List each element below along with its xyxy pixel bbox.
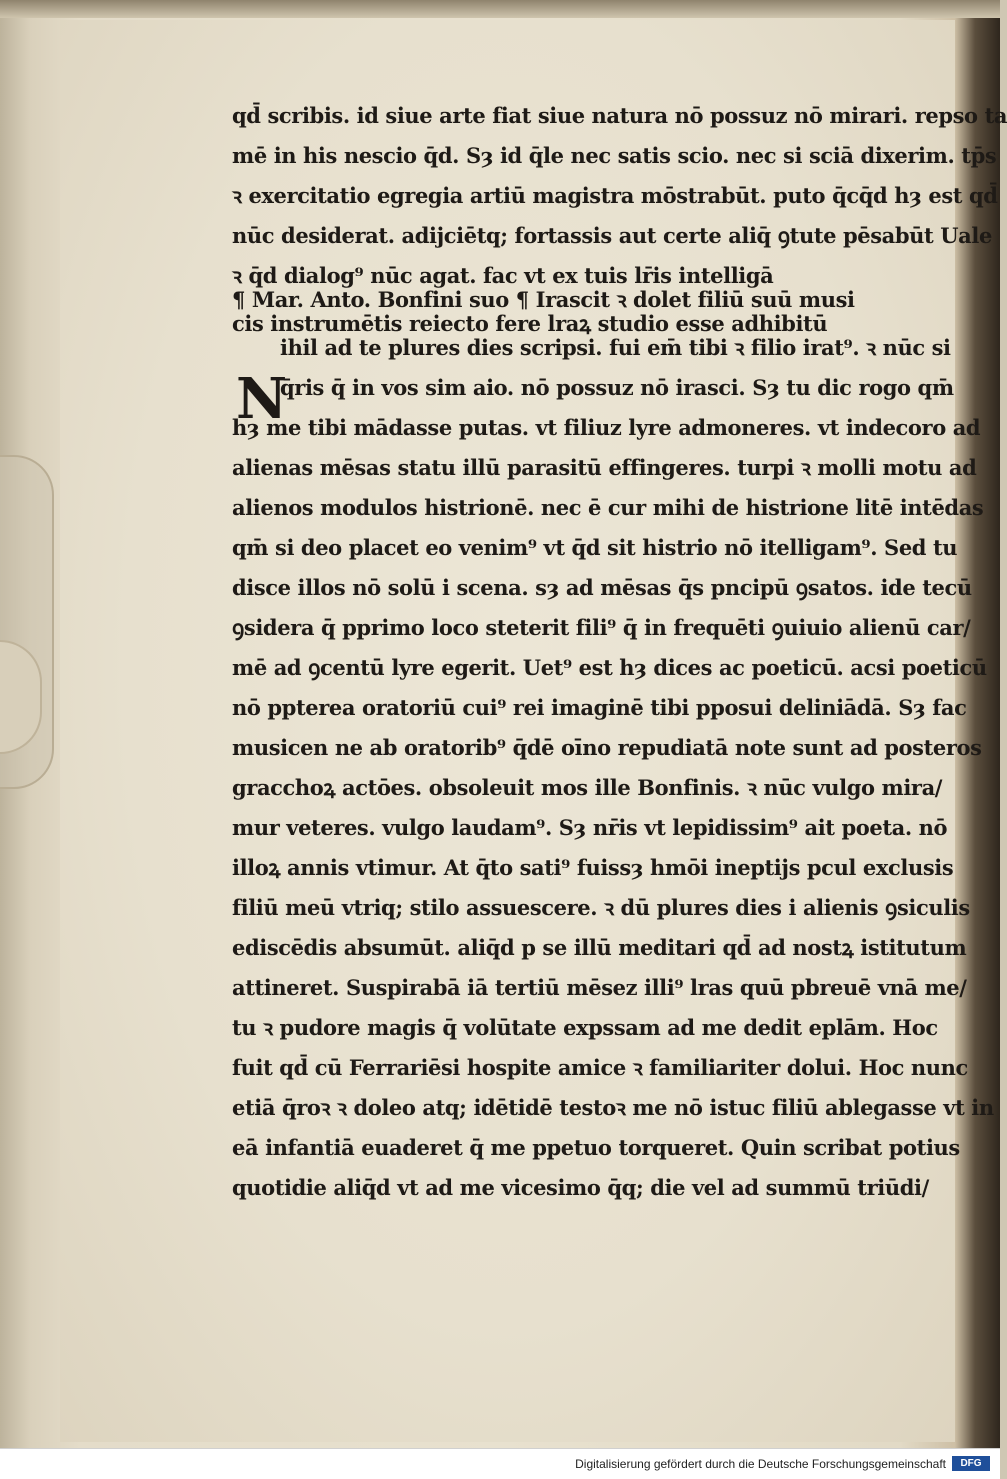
text-line: attineret. Suspirabā iā tertiū mēsez illi⁹ lras quū pbreuē vnā me/ [232,975,967,1000]
text-line: ꝯsidera q̄ pprimo loco steterit fili⁹ q̄ in frequēti ꝯuiuio alienū car/ [232,615,971,640]
text-line: hȝ me tibi mādasse putas. vt filiuz lyre admoneres. vt indecoro ad [232,415,981,440]
text-line: alienos modulos histrionē. nec ē cur mihi de histrione litē intēdas [232,495,984,520]
text-line: nō ppterea oratoriū cui⁹ rei imaginē tibi pposui deliniādā. Sȝ fac [232,695,967,720]
funding-credit: Digitalisierung gefördert durch die Deutsche Forschungsgemeinschaft [575,1457,946,1471]
book-top-edge [0,0,1000,18]
text-line: filiū meū vtriq; stilo assuescere. ꝛ dū plures dies i alienis ꝯsiculis [232,895,970,920]
text-line: tu ꝛ pudore magis q̄ volūtate expssam ad me dedit eplām. Hoc [232,1015,938,1040]
text-line: ꝛ exercitatio egregia artiū magistra mōstrabūt. puto q̄cq̄d hȝ est qd̄ [232,183,998,208]
letter-heading-continued: cis instrumētis reiecto fere lraꝝ studio esse adhibitū [232,311,828,336]
text-line: nūc desiderat. adijciētq; fortassis aut certe aliq̄ ꝯtute pēsabūt Uale [232,223,992,248]
text-line: qd̄ scribis. id siue arte fiat siue natura nō possuz nō mirari. repso ta [232,103,1007,128]
text-line: mur veteres. vulgo laudam⁹. Sȝ nr̄is vt lepidissim⁹ ait poeta. nō [232,815,948,840]
text-line: ihil ad te plures dies scripsi. fui em̄ tibi ꝛ filio irat⁹. ꝛ nūc si [280,335,951,360]
text-line: quotidie aliq̄d vt ad me vicesimo q̄q; die vel ad summū triūdi/ [232,1175,929,1200]
text-line: fuit qd̄ cū Ferrariēsi hospite amice ꝛ familiariter dolui. Hoc nunc [232,1055,968,1080]
text-line: illoꝝ annis vtimur. At q̄to sati⁹ fuissȝ hmōi ineptijs pcul exclusis [232,855,954,880]
text-line: q̄ris q̄ in vos sim aio. nō possuz nō irasci. Sȝ tu dic rogo qm̄ [280,375,954,400]
footer-bar [0,1448,1000,1479]
dfg-logo: DFG [952,1456,990,1471]
text-line: mē ad ꝯcentū lyre egerit. Uet⁹ est hȝ dices ac poeticū. acsi poeticū [232,655,987,680]
drop-cap-initial: N [236,366,288,432]
letter-heading: ¶ Mar. Anto. Bonfini suo ¶ Irascit ꝛ dolet filiū suū musi [232,287,855,312]
text-line: gracchoꝝ actōes. obsoleuit mos ille Bonfinis. ꝛ nūc vulgo mira/ [232,775,943,800]
text-line: qm̄ si deo placet eo venim⁹ vt q̄d sit histrio nō itelligam⁹. Sed tu [232,535,958,560]
text-line: etiā q̄roꝛ ꝛ doleo atq; idētidē testoꝛ me nō istuc filiū ablegasse vt in [232,1095,994,1120]
text-line: musicen ne ab oratorib⁹ q̄dē oīno repudiatā note sunt ad posteros [232,735,982,760]
page-text-block [232,103,1007,1216]
text-line: mē in his nescio q̄d. Sȝ id q̄le nec satis scio. nec si sciā dixerim. tp̄s [232,143,997,168]
text-line: ediscēdis absumūt. aliq̄d p se illū meditari qd̄ ad nostꝝ istitutum [232,935,967,960]
text-line: alienas mēsas statu illū parasitū effingeres. turpi ꝛ molli motu ad [232,455,977,480]
text-line: ꝛ q̄d dialog⁹ nūc agat. fac vt ex tuis lr̄is intelligā [232,263,774,288]
text-line: disce illos nō solū i scena. sȝ ad mēsas q̄s pncipū ꝯsatos. ide tecū [232,575,972,600]
text-line: eā infantiā euaderet q̄ me ppetuo torqueret. Quin scribat potius [232,1135,960,1160]
